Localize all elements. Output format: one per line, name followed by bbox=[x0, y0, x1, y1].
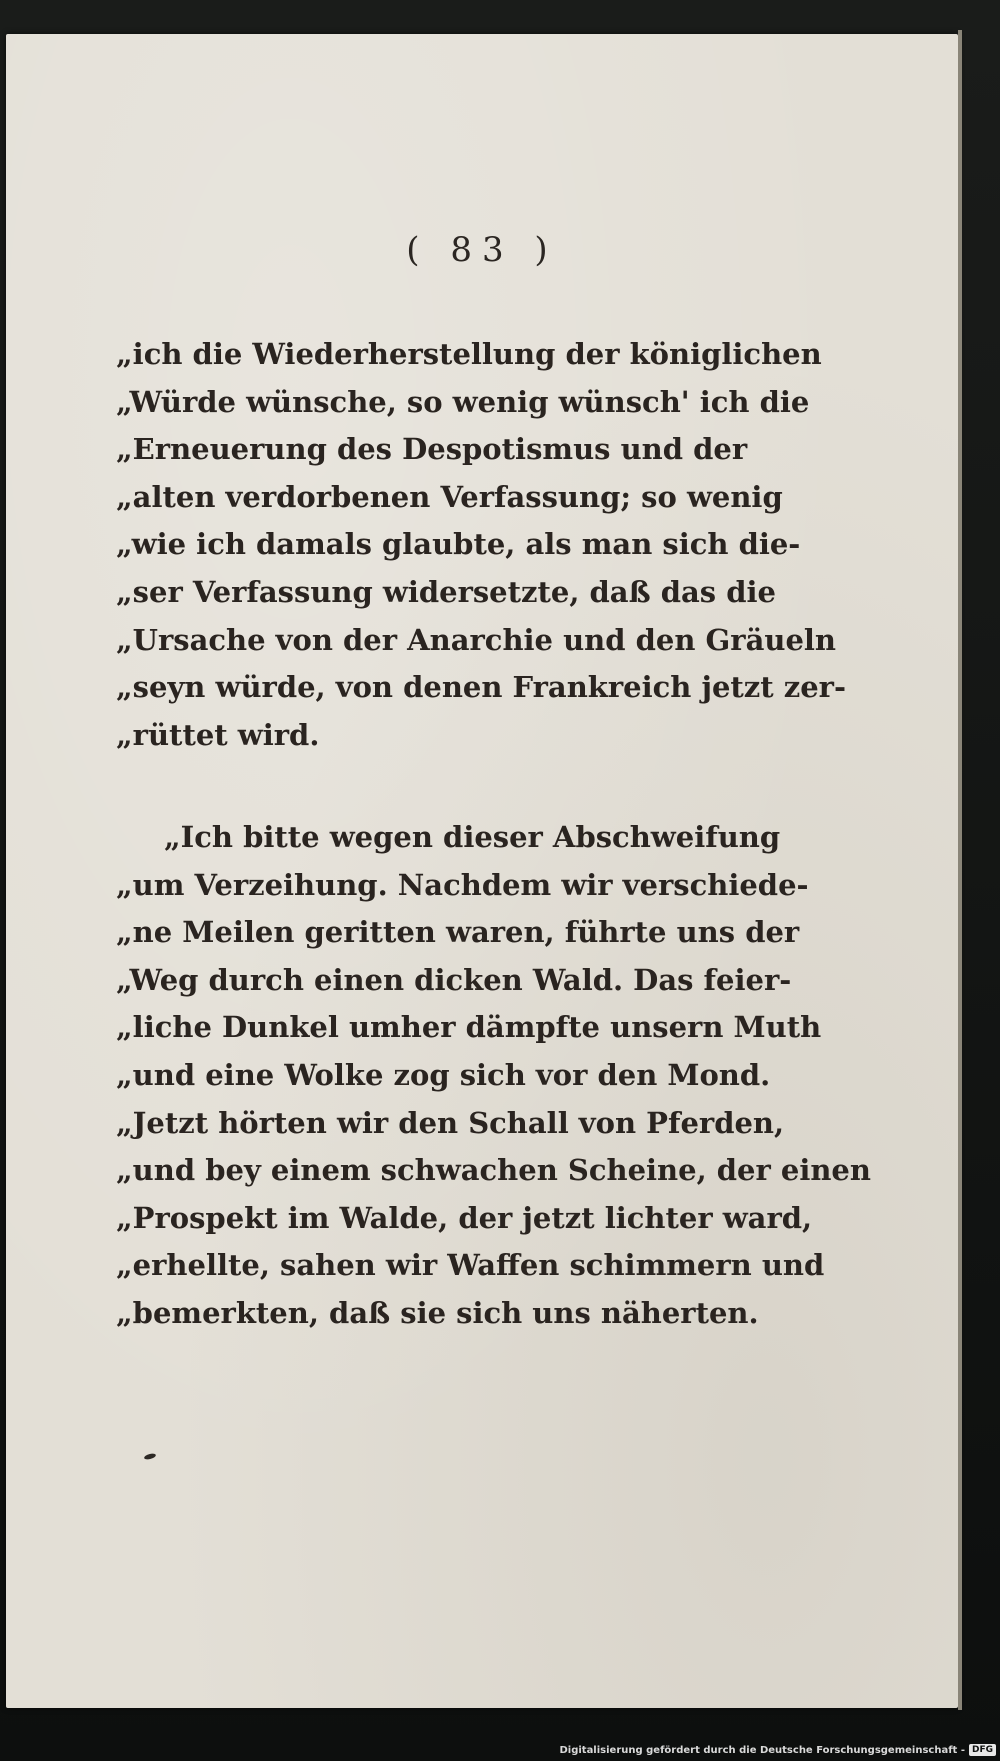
paragraph-1 bbox=[116, 331, 846, 759]
page-edge bbox=[958, 30, 962, 1710]
text-line: „Prospekt im Walde, der jetzt lichter ward, bbox=[116, 1200, 813, 1235]
book-page bbox=[6, 34, 958, 1708]
paragraph-2 bbox=[116, 814, 871, 1338]
text-line: „Jetzt hörten wir den Schall von Pferden, bbox=[116, 1105, 785, 1140]
text-line: „Ich bitte wegen dieser Abschweifung bbox=[164, 820, 781, 854]
page-number: ( 83 ) bbox=[406, 230, 558, 270]
text-line: „seyn würde, von denen Frankreich jetzt zer- bbox=[116, 670, 846, 705]
text-line: „und eine Wolke zog sich vor den Mond. bbox=[116, 1057, 771, 1092]
text-line: „und bey einem schwachen Scheine, der einen bbox=[116, 1153, 871, 1188]
text-line: „Weg durch einen dicken Wald. Das feier- bbox=[116, 962, 792, 997]
text-line: „um Verzeihung. Nachdem wir verschiede- bbox=[116, 867, 809, 902]
text-line: „ser Verfassung widersetzte, daß das die bbox=[116, 574, 776, 609]
footer-credit: Digitalisierung gefördert durch die Deutsche Forschungsgemeinschaft - bbox=[559, 1744, 965, 1756]
text-line: „liche Dunkel umher dämpfte unsern Muth bbox=[116, 1010, 822, 1045]
digitization-footer bbox=[559, 1741, 996, 1759]
text-line: „Erneuerung des Despotismus und der bbox=[116, 432, 748, 467]
text-line: „wie ich damals glaubte, als man sich die- bbox=[116, 527, 801, 562]
ink-speck bbox=[144, 1453, 157, 1461]
text-line: „erhellte, sahen wir Waffen schimmern und bbox=[116, 1248, 825, 1283]
dfg-logo: DFG bbox=[969, 1744, 996, 1756]
text-line: „Würde wünsche, so wenig wünsch' ich die bbox=[116, 384, 810, 419]
text-line: „ich die Wiederherstellung der königlichen bbox=[116, 337, 822, 371]
text-line: „rüttet wird. bbox=[116, 717, 320, 752]
text-line: „ne Meilen geritten waren, führte uns der bbox=[116, 915, 800, 950]
text-line: „alten verdorbenen Verfassung; so wenig bbox=[116, 479, 783, 514]
text-line: „bemerkten, daß sie sich uns näherten. bbox=[116, 1295, 759, 1330]
text-line: „Ursache von der Anarchie und den Gräueln bbox=[116, 622, 837, 657]
